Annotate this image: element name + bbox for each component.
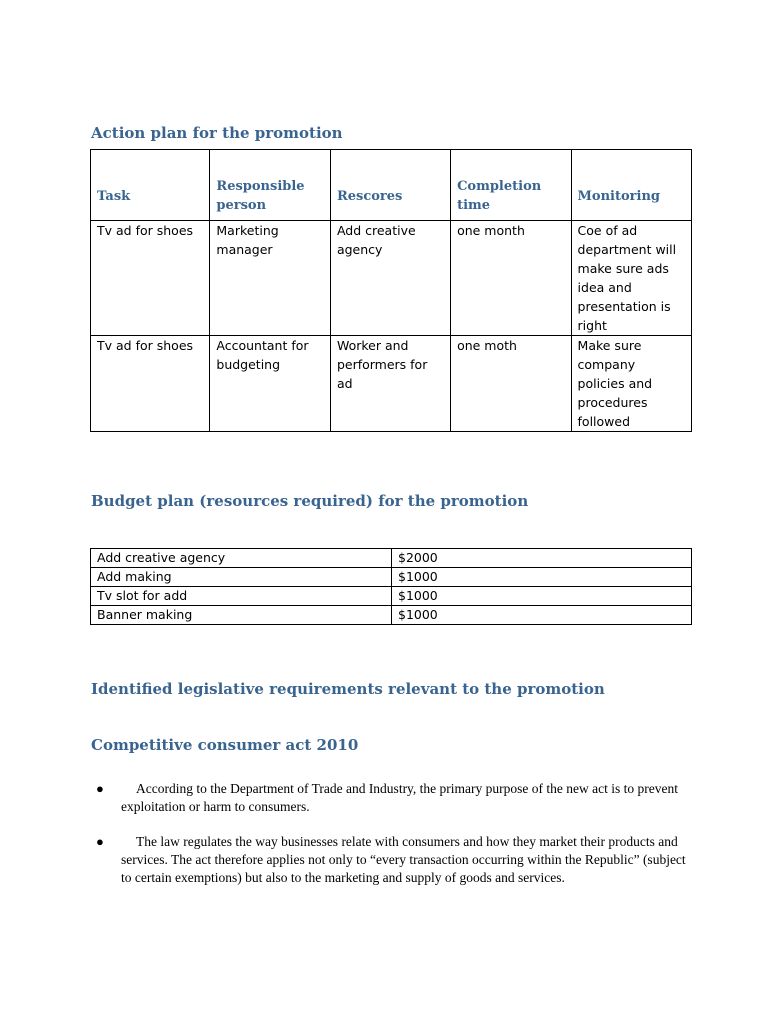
legislative-heading: Identified legislative requirements relevant to the promotion xyxy=(91,680,605,698)
table-row xyxy=(91,336,692,432)
table-row xyxy=(91,549,692,568)
table-row xyxy=(91,221,692,336)
cell-rescores: Worker and performers for ad xyxy=(330,336,450,432)
budget-amount: $1000 xyxy=(392,606,692,625)
header-responsible-person: Responsible person xyxy=(210,150,331,221)
cell-monitoring: Make sure company policies and procedures followed xyxy=(571,336,691,432)
cell-task: Tv ad for shoes xyxy=(91,336,210,432)
list-item xyxy=(96,833,686,887)
list-item xyxy=(96,780,686,816)
bullet-icon: ● xyxy=(96,781,104,796)
cell-monitoring: Coe of ad department will make sure ads idea and presentation is right xyxy=(571,221,691,336)
header-completion-time: Completion time xyxy=(451,150,571,221)
cell-rescores: Add creative agency xyxy=(330,221,450,336)
budget-item: Tv slot for add xyxy=(91,587,392,606)
table-header-row xyxy=(91,150,692,221)
budget-item: Banner making xyxy=(91,606,392,625)
header-monitoring: Monitoring xyxy=(571,150,691,221)
budget-plan-table xyxy=(90,548,692,625)
table-row xyxy=(91,606,692,625)
bullet-text: The law regulates the way businesses relate with consumers and how they market their products and services. The act therefore applies not only to “every transaction occurring within the Republic” (subject to certain exemptions) but also to the marketing and supply of goods and services. xyxy=(121,834,686,885)
table-row xyxy=(91,568,692,587)
cell-responsible-person: Accountant for budgeting xyxy=(210,336,331,432)
budget-item: Add making xyxy=(91,568,392,587)
legislation-bullet-list xyxy=(96,780,686,904)
table-row xyxy=(91,587,692,606)
cell-completion-time: one month xyxy=(451,221,571,336)
act-heading: Competitive consumer act 2010 xyxy=(91,736,359,754)
budget-plan-heading: Budget plan (resources required) for the promotion xyxy=(91,492,529,510)
budget-amount: $2000 xyxy=(392,549,692,568)
budget-item: Add creative agency xyxy=(91,549,392,568)
action-plan-heading: Action plan for the promotion xyxy=(91,124,343,142)
action-plan-table xyxy=(90,149,692,432)
header-task: Task xyxy=(91,150,210,221)
cell-completion-time: one moth xyxy=(451,336,571,432)
budget-amount: $1000 xyxy=(392,568,692,587)
cell-responsible-person: Marketing manager xyxy=(210,221,331,336)
cell-task: Tv ad for shoes xyxy=(91,221,210,336)
budget-amount: $1000 xyxy=(392,587,692,606)
bullet-icon: ● xyxy=(96,834,104,849)
bullet-text: According to the Department of Trade and Industry, the primary purpose of the new act is to prevent exploitation or harm to consumers. xyxy=(121,781,678,814)
header-rescores: Rescores xyxy=(330,150,450,221)
